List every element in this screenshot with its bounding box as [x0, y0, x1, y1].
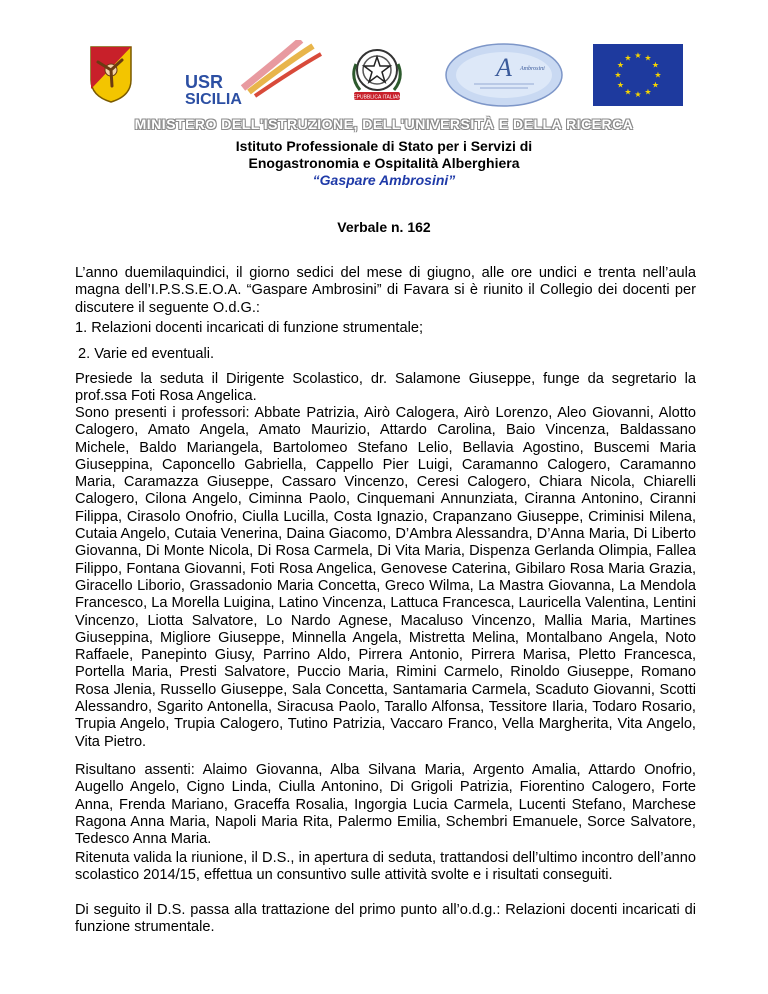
svg-text:★: ★ — [644, 87, 652, 97]
svg-text:★: ★ — [624, 87, 632, 97]
intro-paragraph: L’anno duemilaquindici, il giorno sedici del mese di giugno, alle ore undici e trenta nell’aula magna dell’I.P.S.S.E.O.A. “Gaspare Ambrosini” di Favara si è riunito il Collegio dei docenti per discutere il seguente O.d.G.: — [75, 265, 696, 316]
institute-line-1: Istituto Professionale di Stato per i Servizi di — [235, 138, 533, 154]
svg-text:★: ★ — [634, 90, 642, 99]
svg-text:★: ★ — [624, 53, 632, 63]
italian-republic-emblem-icon — [346, 42, 408, 106]
present-list-paragraph: Sono presenti i professori: Abbate Patrizia, Airò Calogera, Airò Lorenzo, Aleo Giovanni, Alotto Calogero, Amato Angela, Amato Maurizio, Attardo Carolina, Baio Vincenza, Baldassano Michele, Baldo Mariangela, Bartolomeo Stefano Lelio, Bellavia Agostino, Buscemi Maria Giuseppina, Caponcello Gabriella, Cappello Pier Luigi, Caramanno Calogero, Caramanno Maria, Caramazza Giuseppe, Cassaro Vincenzo, Ceresi Calogero, Chiara Nicola, Chiarelli Calogero, Cilona Angelo, Ciminna Paolo, Cinquemani Annunziata, Ciranna Antonino, Ciranni Filippa, Cirasolo Onofrio, Ciulla Lucilla, Costa Ignazio, Crapanzano Giuseppe, Criminisi Milena, Cutaia Angelo, Cutaia Venerina, Daina Giacomo, D’Ambra Alessandra, D’Anna Maria, Di Liberto Giovanna, Di Monte Nicola, Di Rosa Carmela, Di Vita Maria, Dispenza Gerlanda Olimpia, Fallea Filippo, Fontana Giovanni, Foti Rosa Angelica, Genovese Caterina, Gibilaro Rosa Maria Grazia, Giracello Liborio, Grassadonio Maria Concetta, Greco Wilma, La Mastra Giovanna, La Mendola Francesco, La Morella Luigina, Latino Vincenza, Lattuca Francesca, Lauricella Valentina, Lentini Vincenzo, Liotta Salvatore, Lo Nardo Agnese, Macaluso Vincenzo, Mallia Maria, Martines Giuseppina, Migliore Giuseppe, Minnella Angela, Mistretta Melina, Montalbano Angela, Noto Raffaele, Panepinto Giusy, Parrino Aldo, Pirrera Antonio, Pirrera Marisa, Pletto Francesca, Portella Maria, Presti Salvatore, Puccio Maria, Rimini Carmelo, Rinoldo Giuseppe, Romano Rosa Jlenia, Russello Giuseppe, Sala Concetta, Santamaria Carmela, Scaduto Giovanni, Scotti Alessandro, Sgarito Antonella, Siracusa Paolo, Tarallo Alfonsa, Tessitore Ilaria, Todaro Rosario, Trupia Angelo, Trupia Calogero, Tutino Patrizia, Vaccaro Franco, Vella Margherita, Vita Angelo, Vita Pietro. — [75, 405, 696, 750]
svg-text:★: ★ — [634, 51, 642, 60]
svg-text:★: ★ — [654, 70, 662, 80]
absent-list-paragraph: Risultano assenti: Alaimo Giovanna, Alba Silvana Maria, Argento Amalia, Attardo Onofrio, Augello Angelo, Cigno Linda, Ciulla Antonino, Di Grigoli Patrizia, Fiorentino Calogero, Forte Anna, Frenda Mariano, Graceffa Rosalia, Ingorgia Lucia Carmela, Lucenti Stefano, Marchese Ragona Anna Maria, Napoli Maria Rita, Palermo Emilia, Schembri Emanuele, Sorce Salvatore, Tedesco Anna Maria. — [75, 762, 696, 848]
eu-flag-icon — [593, 44, 683, 106]
ambrosini-school-logo-icon — [444, 42, 564, 108]
institute-line-2: Enogastronomia e Ospitalità Alberghiera — [248, 155, 520, 171]
agenda-item-2: 2. Varie ed eventuali. — [78, 346, 215, 362]
svg-text:★: ★ — [616, 60, 625, 70]
svg-text:★: ★ — [616, 80, 625, 90]
ministry-heading: MINISTERO DELL'ISTRUZIONE, DELL'UNIVERSITÀ E DELLA RICERCA — [134, 116, 634, 132]
svg-text:★: ★ — [644, 53, 652, 63]
usr-sicilia-logo-icon — [183, 40, 333, 108]
usr-logo-subtext: SICILIA — [185, 91, 242, 108]
first-point-paragraph: Di seguito il D.S. passa alla trattazione del primo punto all’o.d.g.: Relazioni docenti incaricati di funzione strumentale. — [75, 902, 696, 936]
svg-text:★: ★ — [651, 60, 660, 70]
svg-text:★: ★ — [614, 70, 622, 80]
institute-name: “Gaspare Ambrosini” — [312, 172, 456, 188]
chair-paragraph: Presiede la seduta il Dirigente Scolastico, dr. Salamone Giuseppe, funge da segretario la prof.ssa Foti Rosa Angelica. — [75, 371, 696, 405]
agenda-item-1: 1. Relazioni docenti incaricati di funzione strumentale; — [75, 320, 424, 336]
usr-logo-text: USR — [185, 72, 224, 92]
document-title: Verbale n. 162 — [337, 219, 431, 235]
school-logo-letter: A — [496, 53, 512, 82]
svg-text:★: ★ — [651, 80, 660, 90]
sicily-coat-of-arms-icon — [88, 44, 134, 104]
logo-bar — [0, 40, 768, 120]
school-logo-text: Ambrosini — [520, 66, 545, 72]
opening-paragraph: Ritenuta valida la riunione, il D.S., in apertura di seduta, trattandosi dell’ultimo incontro dell’anno scolastico 2014/15, effettua un consuntivo sulle attività svolte e i risultati conseguiti. — [75, 850, 696, 884]
emblem-ribbon: REPUBBLICA ITALIANA — [349, 94, 405, 101]
